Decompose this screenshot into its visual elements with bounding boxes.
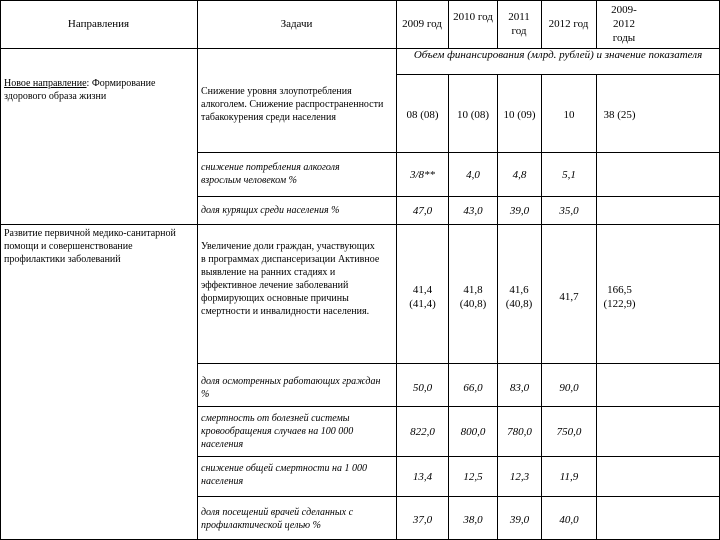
cell-r8-2010: 38,0 xyxy=(463,514,483,526)
header-2009: 2009 год xyxy=(402,18,442,30)
cell-r8-2009: 37,0 xyxy=(412,514,433,526)
task-row-5: доля осмотренных работающих граждан % xyxy=(201,376,381,400)
task-row-3: доля курящих среди населения % xyxy=(201,205,340,216)
new-direction-label: Новое направление xyxy=(4,78,87,89)
cell-r7-2009: 13,4 xyxy=(412,471,433,483)
header-total: 2009-2012 годы xyxy=(611,4,637,44)
direction-primary-care: Развитие первичной медико-санитарной помощи и совершенствование профилактики заболеваний xyxy=(4,228,176,265)
cell-r6-2011: 780,0 xyxy=(507,426,532,438)
cell-r4-2010: 41,8 (40,8) xyxy=(459,284,487,310)
header-2011: 2011 год xyxy=(508,11,530,37)
cell-r1-2010: 10 (08) xyxy=(456,109,490,121)
cell-r2-2009: 3/8** xyxy=(409,169,436,181)
header-tasks: Задачи xyxy=(280,18,313,30)
direction-healthy-lifestyle: Новое направление: Формирование здорового образа жизни xyxy=(4,78,156,102)
cell-r2-2011: 4,8 xyxy=(512,169,527,181)
task-row-1: Снижение уровня злоупотребления алкоголем. Снижение распространенности табакокурения среди населения xyxy=(201,86,384,123)
cell-r6-2010: 800,0 xyxy=(460,426,486,438)
cell-r7-2011: 12,3 xyxy=(509,471,530,483)
cell-r6-2009: 822,0 xyxy=(410,426,435,438)
cell-r2-2010: 4,0 xyxy=(466,169,480,181)
cell-r4-total: 166,5 (122,9) xyxy=(603,284,636,310)
cell-r1-2009: 08 (08) xyxy=(406,109,439,121)
cell-r3-2012: 35,0 xyxy=(559,205,579,217)
task-row-4: Увеличение доли граждан, участвующих в программах диспансеризации Активное выявление на ранних стадиях и эффективное лечение заболеваний формирующих основные причины смертности и инвалидности населения. xyxy=(201,241,380,317)
header-direction: Направления xyxy=(67,18,130,30)
task-row-6: смертность от болезней системы кровообращения случаев на 100 000 населения xyxy=(201,413,354,450)
cell-r7-2010: 12,5 xyxy=(463,471,483,483)
cell-r5-2010: 66,0 xyxy=(463,382,483,394)
cell-r3-2009: 47,0 xyxy=(412,205,433,217)
cell-r5-2009: 50,0 xyxy=(412,382,433,394)
header-2012: 2012 год xyxy=(548,18,589,30)
cell-r5-2011: 83,0 xyxy=(509,382,530,394)
cell-r7-2012: 11,9 xyxy=(559,471,579,483)
header-2010: 2010 год xyxy=(453,11,493,23)
cell-r8-2012: 40,0 xyxy=(559,514,579,526)
cell-r1-total: 38 (25) xyxy=(603,109,636,121)
cell-r2-2012: 5,1 xyxy=(562,169,576,181)
task-row-2: снижение потребления алкоголя взрослым человеком % xyxy=(201,162,340,186)
cell-r6-2012: 750,0 xyxy=(556,426,582,438)
cell-r3-2011: 39,0 xyxy=(509,205,530,217)
task-row-7: снижение общей смертности на 1 000 населения xyxy=(201,463,367,487)
cell-r1-2011: 10 (09) xyxy=(503,109,536,121)
cell-r4-2011: 41,6 (40,8) xyxy=(505,284,533,310)
task-row-8: доля посещений врачей сделанных с профилактической целью % xyxy=(201,507,354,531)
cell-r3-2010: 43,0 xyxy=(463,205,483,217)
cell-r4-2012: 41,7 xyxy=(559,291,579,303)
cell-r8-2011: 39,0 xyxy=(509,514,530,526)
cell-r1-2012: 10 xyxy=(563,109,575,121)
header-subheader: Объем финансирования (млрд. рублей) и значение показателя xyxy=(413,49,703,61)
cell-r5-2012: 90,0 xyxy=(559,382,579,394)
cell-r4-2009: 41,4 (41,4) xyxy=(409,284,436,310)
